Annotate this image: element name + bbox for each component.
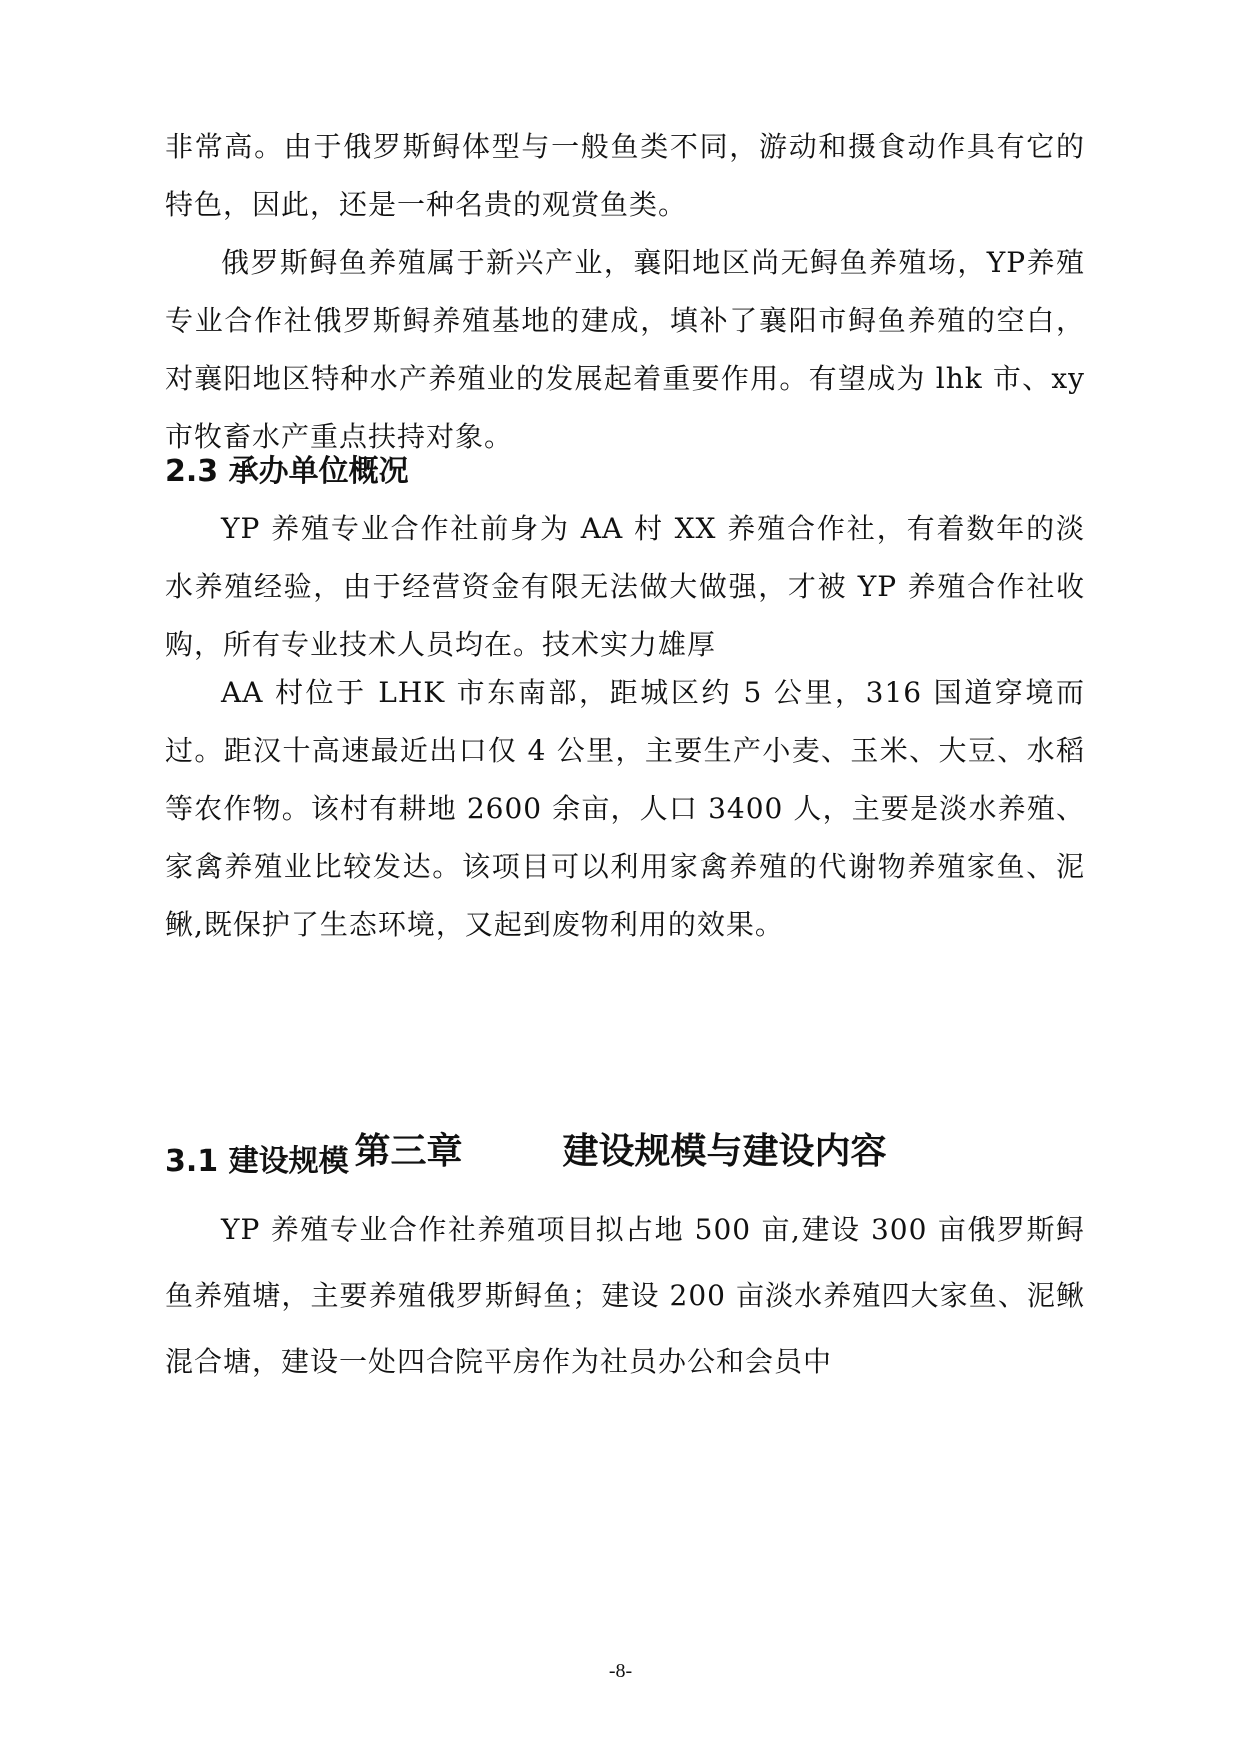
section-heading-3-1: 3.1 建设规模 (165, 1144, 349, 1179)
paragraph-construction-scale: YP 养殖专业合作社养殖项目拟占地 500 亩,建设 300 亩俄罗斯鲟鱼养殖塘，主要养殖俄罗斯鲟鱼；建设 200 亩淡水养殖四大家鱼、泥鳅混合塘，建设一处四合院平房作为社员办公和会员中 (165, 1213, 1085, 1378)
paragraph-village-profile: AA 村位于 LHK 市东南部，距城区约 5 公里，316 国道穿境而过。距汉十高速最近出口仅 4 公里，主要生产小麦、玉米、大豆、水稻等农作物。该村有耕地 2600 余亩，人口 3400 人，主要是淡水养殖、家禽养殖业比较发达。该项目可以利用家禽养殖的代谢物养殖家鱼、泥鳅,既保护了生态环境，又起到废物利用的效果。 (165, 676, 1085, 941)
paragraph-sturgeon-industry: 俄罗斯鲟鱼养殖属于新兴产业，襄阳地区尚无鲟鱼养殖场，YP养殖专业合作社俄罗斯鲟养殖基地的建成，填补了襄阳市鲟鱼养殖的空白，对襄阳地区特种水产养殖业的发展起着重要作用。有望成为 lhk 市、xy 市牧畜水产重点扶持对象。 (165, 246, 1085, 453)
paragraph-cooperative-history: YP 养殖专业合作社前身为 AA 村 XX 养殖合作社，有着数年的淡水养殖经验，由于经营资金有限无法做大做强，才被 YP 养殖合作社收购，所有专业技术人员均在。技术实力雄厚 (165, 512, 1085, 661)
section-heading-2-3: 2.3 承办单位概况 (165, 454, 409, 489)
chapter-number: 第三章 (354, 1131, 463, 1172)
chapter-title: 建设规模与建设内容 (562, 1131, 887, 1172)
paragraph-continuation: 非常高。由于俄罗斯鲟体型与一般鱼类不同，游动和摄食动作具有它的特色，因此，还是一种名贵的观赏鱼类。 (165, 130, 1085, 221)
page-number: -8- (608, 1660, 633, 1682)
